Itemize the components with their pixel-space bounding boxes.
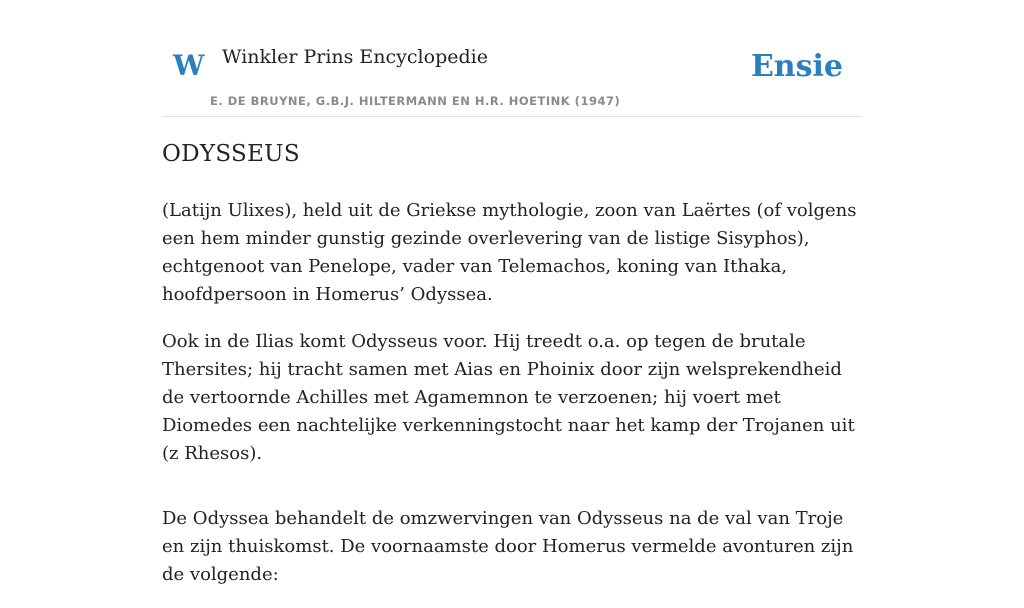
article-title: ODYSSEUS xyxy=(162,141,300,167)
publication-authors: E. DE BRUYNE, G.B.J. HILTERMANN EN H.R. HOETINK (1947) xyxy=(210,94,621,108)
header xyxy=(162,0,862,117)
publication-logo[interactable]: W xyxy=(173,49,205,82)
article xyxy=(162,140,862,608)
article-paragraph: De Odyssea behandelt de omzwervingen van Odysseus na de val van Troje en zijn thuiskomst. De voornaamste door Homerus vermelde avonturen zijn de volgende: xyxy=(162,507,854,585)
article-paragraph: Ook in de Ilias komt Odysseus voor. Hij treedt o.a. op tegen de brutale Thersites; hij tracht samen met Aias en Phoinix door zijn welsprekendheid de vertoornde Achilles met Agamemnon te verzoenen; hij voert met Diomedes een nachtelijke verkenningstocht naar het kamp der Trojanen uit (z Rhesos). xyxy=(162,330,855,464)
brand-logo[interactable]: Ensie xyxy=(750,49,843,84)
article-paragraph: (Latijn Ulixes), held uit de Griekse mythologie, zoon van Laërtes (of volgens een hem minder gunstig gezinde overlevering van de listige Sisyphos), echtgenoot van Penelope, vader van Telemachos, koning van Ithaka, hoofdpersoon in Homerus’ Odyssea. xyxy=(162,199,857,305)
publication-title[interactable]: Winkler Prins Encyclopedie xyxy=(222,46,488,68)
